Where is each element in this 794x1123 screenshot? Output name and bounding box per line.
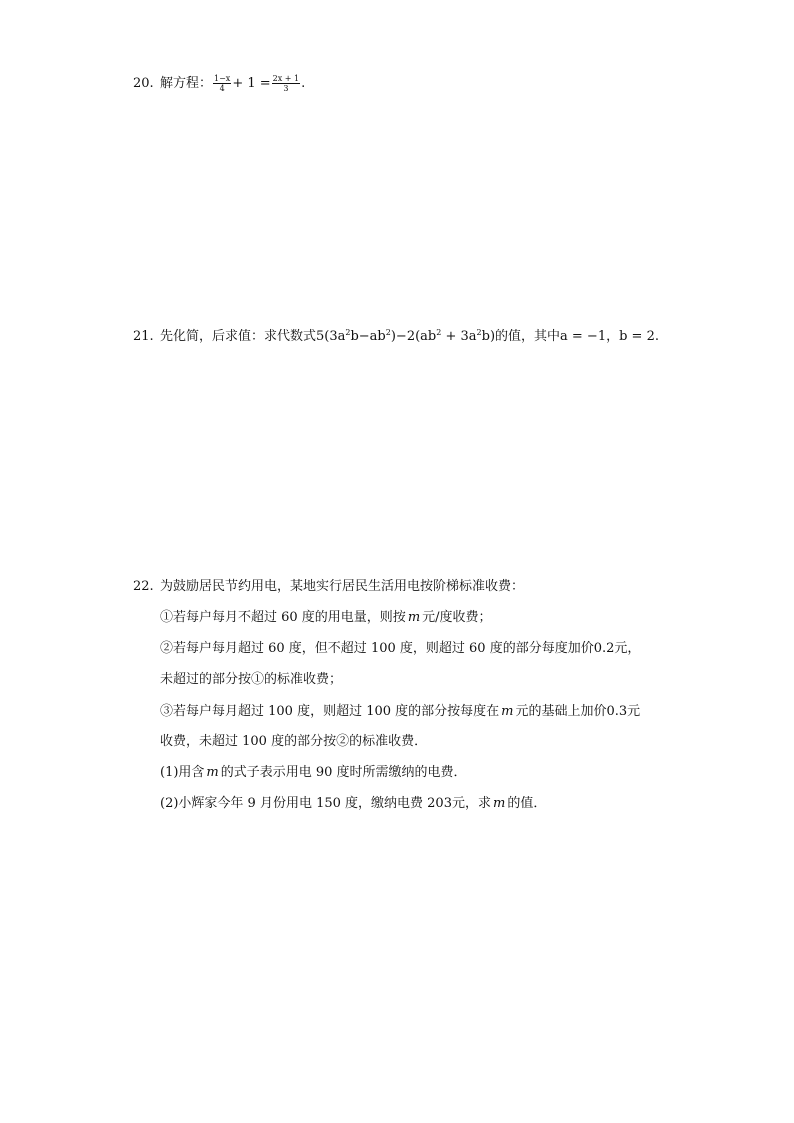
rule-text: ③若每户每月超过 100 度，则超过 100 度的部分按每度在 — [160, 704, 500, 719]
rule-text: ②若每户每月超过 60 度，但不超过 100 度，则超过 60 度的部分每度加价0.2元， — [160, 641, 641, 656]
variable-m: m — [492, 796, 506, 811]
sub-question-text: (2)小辉家今年 9 月份用电 150 度，缴纳电费 203元，求 — [160, 796, 491, 811]
variable-m: m — [501, 704, 514, 719]
exponent: 2 — [385, 328, 391, 337]
question-number: 20. — [133, 76, 154, 91]
sub-question-text: (1)用含 — [160, 765, 205, 780]
question-intro: 为鼓励居民节约用电，某地实行居民生活用电按阶梯标准收费： — [160, 579, 525, 594]
equation-end: . — [301, 76, 306, 91]
fraction-numerator: 1−x — [214, 74, 231, 83]
sub-question-text: 的值． — [507, 796, 547, 811]
fraction-rhs — [272, 74, 300, 93]
question-21 — [133, 326, 659, 348]
fraction-lhs — [213, 74, 231, 93]
rule-2-continued — [160, 669, 342, 691]
expression-part: b)的值，其中a = −1，b = 2. — [481, 329, 659, 344]
question-number: 22. — [133, 579, 154, 594]
rule-2 — [160, 638, 640, 660]
question-20 — [133, 73, 305, 95]
exponent: 2 — [476, 328, 482, 337]
question-prefix: 解方程： — [160, 76, 213, 91]
rule-text: 元的基础上加价0.3元 — [515, 704, 641, 719]
sub-question-text: 的式子表示用电 90 度时所需缴纳的电费． — [220, 765, 467, 780]
fraction-denominator: 3 — [283, 84, 289, 93]
expression-part: )−2(ab — [390, 329, 437, 344]
rule-text: ①若每户每月不超过 60 度的用电量，则按 — [160, 610, 406, 625]
fraction-numerator: 2x + 1 — [272, 74, 300, 83]
rule-3-continued — [160, 731, 427, 753]
expression-part: b−ab — [350, 329, 386, 344]
rule-text: 收费，未超过 100 度的部分按②的标准收费． — [160, 734, 428, 749]
question-22 — [133, 576, 524, 598]
expression-part: 先化简，后求值：求代数式5(3a — [160, 329, 346, 344]
sub-question-1 — [160, 762, 467, 784]
question-number: 21. — [133, 329, 154, 344]
rule-text: 未超过的部分按①的标准收费； — [160, 672, 343, 687]
variable-m: m — [407, 610, 421, 625]
sub-question-2 — [160, 793, 546, 815]
rule-3 — [160, 701, 640, 723]
fraction-denominator: 4 — [219, 84, 225, 93]
exponent: 2 — [436, 328, 442, 337]
exponent: 2 — [345, 328, 351, 337]
variable-m: m — [206, 765, 219, 780]
rule-1 — [160, 607, 492, 629]
expression-part: + 3a — [441, 329, 477, 344]
equation-middle: + 1 = — [232, 76, 271, 91]
rule-text: 元/度收费； — [422, 610, 492, 625]
